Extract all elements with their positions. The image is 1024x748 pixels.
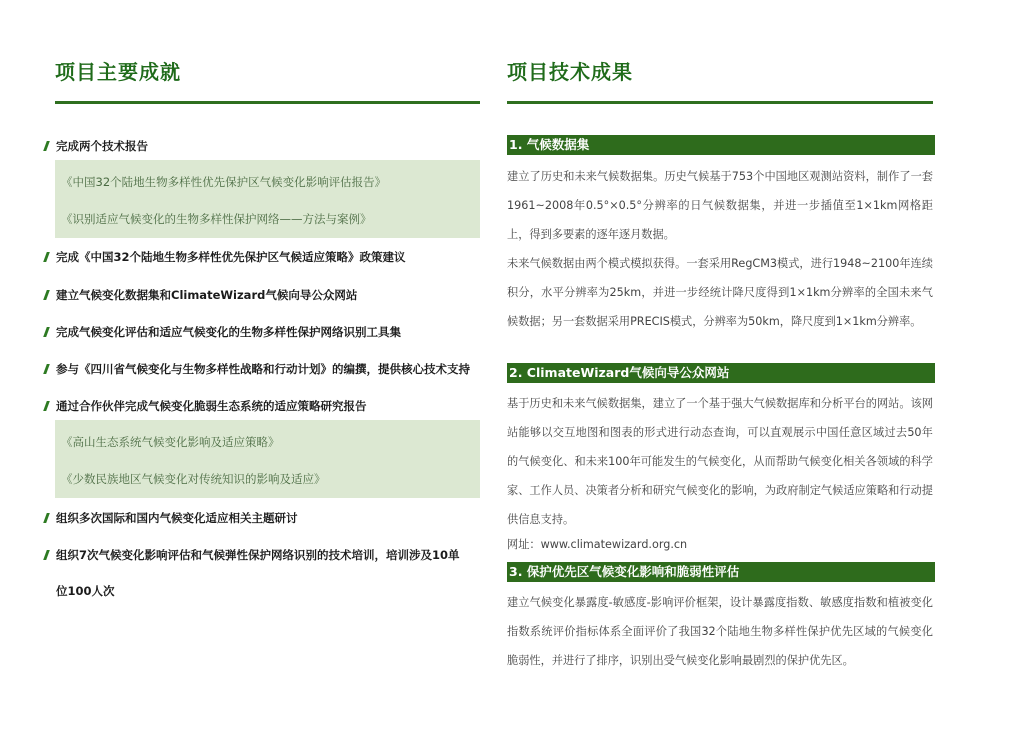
achievements-divider (55, 101, 480, 104)
bullet-icon (43, 401, 50, 411)
bullet-icon (43, 364, 50, 374)
achievement-item (45, 138, 485, 154)
bullet-icon (43, 513, 50, 523)
report-title: 《中国32个陆地生物多样性优先保护区气候变化影响评估报告》 (61, 175, 387, 189)
strategy-list-box (55, 420, 480, 498)
bullet-icon (43, 327, 50, 337)
section-paragraph: 建立了历史和未来气候数据集。历史气候基于753个中国地区观测站资料，制作了一套1961~2008年0.5°×0.5°分辨率的日气候数据集，并进一步插值至1×1km网格距上，得到多要素的逐年逐月数据。 (507, 170, 933, 241)
achievement-text: 组织多次国际和国内气候变化适应相关主题研讨 (56, 511, 298, 525)
achievement-text: 完成《中国32个陆地生物多样性优先保护区气候适应策略》政策建议 (56, 250, 406, 264)
bullet-icon (43, 550, 50, 560)
report-title: 《高山生态系统气候变化影响及适应策略》 (61, 435, 280, 449)
bullet-icon (43, 252, 50, 262)
achievement-text: 通过合作伙伴完成气候变化脆弱生态系统的适应策略研究报告 (56, 399, 367, 413)
results-heading: 项目技术成果 (507, 60, 633, 84)
achievement-item (45, 249, 485, 265)
section-title-bar: 2. ClimateWizard气候向导公众网站 (507, 363, 935, 383)
achievement-text: 完成气候变化评估和适应气候变化的生物多样性保护网络识别工具集 (56, 325, 401, 339)
section-paragraph: 建立气候变化暴露度-敏感度-影响评价框架，设计暴露度指数、敏感度指数和植被变化指数系统评价指标体系全面评价了我国32个陆地生物多样性保护优先区域的气候变化脆弱性，并进行了排序，识别出受气候变化影响最剧烈的保护优先区。 (507, 596, 933, 667)
achievement-item (45, 287, 485, 303)
section-paragraph: 基于历史和未来气候数据集，建立了一个基于强大气候数据库和分析平台的网站。该网站能够以交互地图和图表的形式进行动态查询，可以直观展示中国任意区域过去50年的气候变化、和未来100年可能发生的气候变化，从而帮助气候变化相关各领域的科学家、工作人员、决策者分析和研究气候变化的影响，为政府制定气候适应策略和行动提供信息支持。 (507, 397, 933, 526)
achievement-text: 位100人次 (56, 584, 115, 598)
results-divider (507, 101, 933, 104)
achievements-heading: 项目主要成就 (55, 60, 181, 84)
achievement-item (45, 361, 485, 377)
section-title-bar: 1. 气候数据集 (507, 135, 935, 155)
section-paragraph: 未来气候数据由两个模式模拟获得。一套采用RegCM3模式，进行1948~2100年连续积分，水平分辨率为25km，并进一步经统计降尺度得到1×1km分辨率的全国未来气候数据；另一套数据采用PRECIS模式，分辨率为50km，降尺度到1×1km分辨率。 (507, 257, 933, 328)
achievement-item (45, 510, 485, 526)
report-list-box (55, 160, 480, 238)
achievement-item (45, 547, 485, 563)
achievement-text: 组织7次气候变化影响评估和气候弹性保护网络识别的技术培训，培训涉及10单 (56, 548, 460, 562)
bullet-icon (43, 141, 50, 151)
achievement-text: 建立气候变化数据集和ClimateWizard气候向导公众网站 (56, 288, 358, 302)
achievement-item-continued (56, 583, 496, 599)
achievement-text: 完成两个技术报告 (56, 139, 148, 153)
section-title-bar: 3. 保护优先区气候变化影响和脆弱性评估 (507, 562, 935, 582)
report-title: 《识别适应气候变化的生物多样性保护网络——方法与案例》 (61, 212, 372, 226)
achievement-item (45, 324, 485, 340)
website-url: 网址：www.climatewizard.org.cn (507, 538, 688, 551)
report-title: 《少数民族地区气候变化对传统知识的影响及适应》 (61, 472, 326, 486)
achievement-text: 参与《四川省气候变化与生物多样性战略和行动计划》的编撰，提供核心技术支持 (56, 362, 470, 376)
bullet-icon (43, 290, 50, 300)
achievement-item (45, 398, 485, 414)
